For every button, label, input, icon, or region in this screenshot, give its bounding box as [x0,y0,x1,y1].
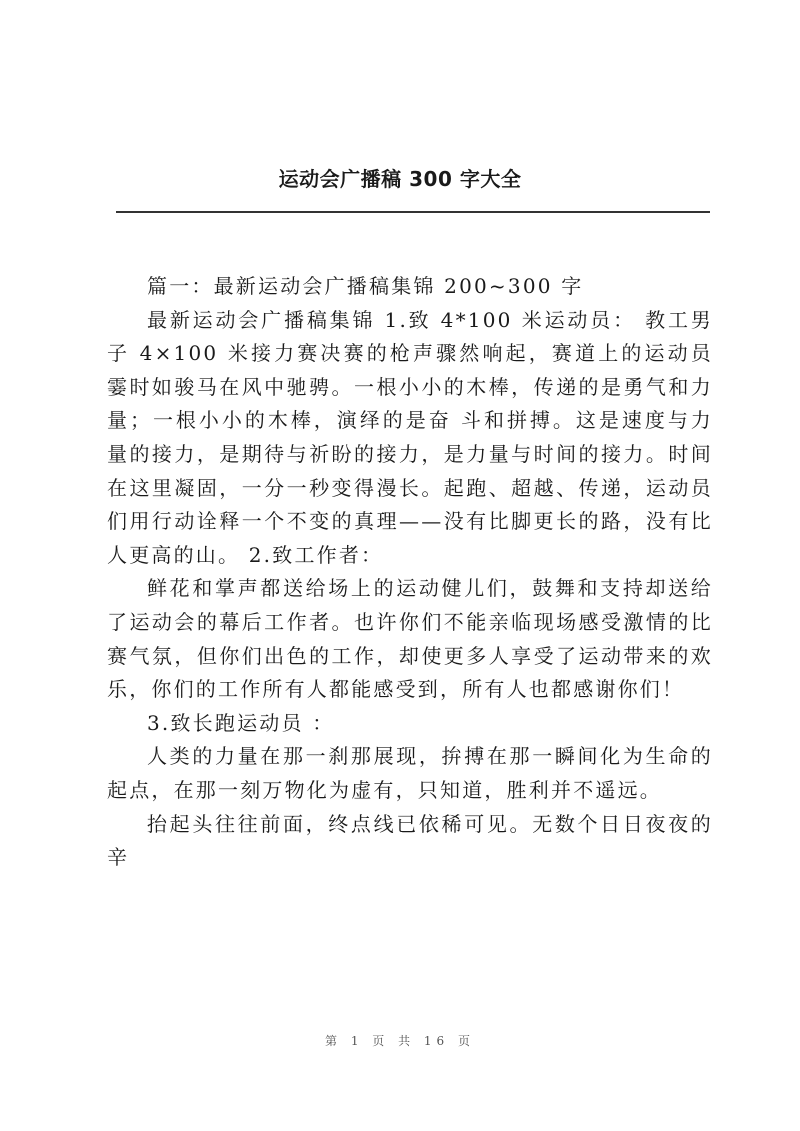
paragraph: 鲜花和掌声都送给场上的运动健儿们，鼓舞和支持却送给了运动会的幕后工作者。也许你们不能亲临现场感受激情的比赛气氛，但你们出色的工作，却使更多人享受了运动带来的欢乐，你们的工作所有人都能感受到，所有人也都感谢你们！ [107,576,713,702]
paragraph: 人类的力量在那一刹那展现，拚搏在那一瞬间化为生命的起点，在那一刻万物化为虚有，只知道，胜利并不遥远。 [107,744,713,802]
document-body [107,270,713,875]
title-divider [116,211,710,213]
page-title: 运动会广播稿 300 字大全 [278,167,522,191]
paragraph: 最新运动会广播稿集锦 1.致 4*100 米运动员： 教工男子 4×100 米接力赛决赛的枪声骤然响起，赛道上的运动员霎时如骏马在风中驰骋。一根小小的木棒，传递的是勇气和力量；一根小小的木棒，演绎的是奋 斗和拼搏。这是速度与力量的接力，是期待与祈盼的接力，是力量与时间的接力。时间在这里凝固，一分一秒变得漫长。起跑、超越、传递，运动员们用行动诠释一个不变的真理——没有比脚更长的路，没有比人更高的山。 2.致工作者： [107,307,713,567]
paragraph-heading: 篇一：最新运动会广播稿集锦 200~300 字 [147,274,584,298]
paragraph-subheading: 3.致长跑运动员 ： [147,710,335,735]
paragraph: 抬起头往往前面，终点线已依稀可见。无数个日日夜夜的辛 [107,811,713,870]
page-number-footer: 第 1 页 共 16 页 [325,1034,475,1048]
